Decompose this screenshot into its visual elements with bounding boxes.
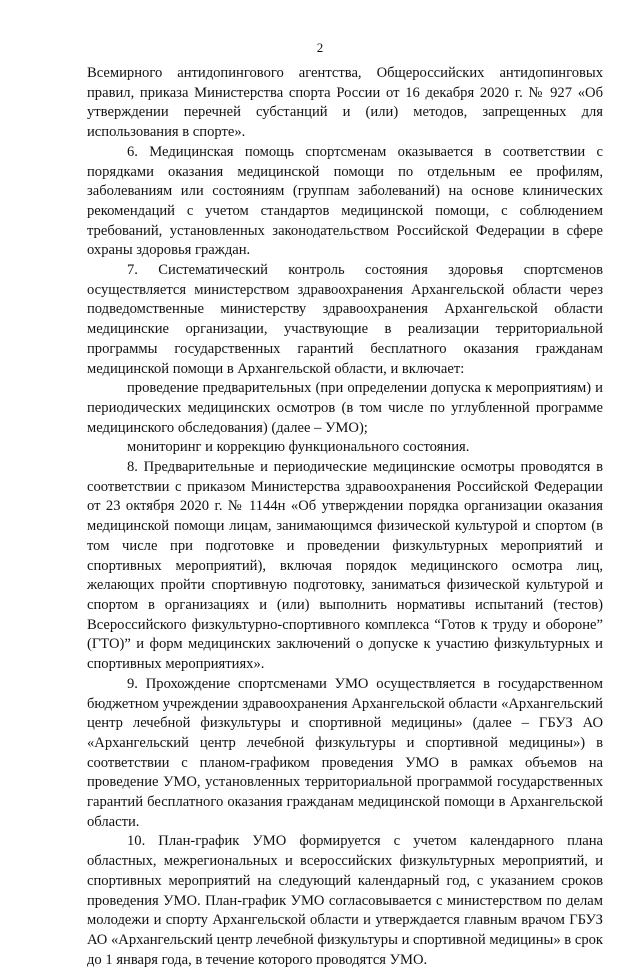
paragraph-10: 10. План-график УМО формируется с учетом календарного плана областных, межрегиональных и всероссийских физкультурных мероприятий, и спортивных мероприятий на следующий календарный год, с указанием сроков проведения УМО. План-график УМО согласовывается с министерством по делам молодежи и спорту Архангельской области и утверждается главным врачом ГБУЗ АО «Архангельский центр лечебной физкультуры и спортивной медицины» в срок до 1 января года, в течение которого проводятся УМО. (87, 833, 603, 968)
page-number: 2 (316, 40, 324, 55)
paragraph-continuation: Всемирного антидопингового агентства, Общероссийских антидопинговых правил, приказа Министерства спорта России от 16 декабря 2020 г. № 927 «Об утверждении перечней субстанций и (или) методов, запрещенных для использования в спорте». (87, 65, 603, 141)
paragraph-7: 7. Систематический контроль состояния здоровья спортсменов осуществляется министерством здравоохранения Архангельской области через подведомственные министерству здравоохранения Архангельской области медицинские организации, участвующие в реализации территориальной программы государственных гарантий бесплатного оказания гражданам медицинской помощи в Архангельской области, и включает: (87, 262, 603, 377)
paragraph-6: 6. Медицинская помощь спортсменам оказывается в соответствии с порядками оказания медицинской помощи по отдельным ее профилям, заболеваниям или состояниям (группам заболеваний) на основе клинических рекомендаций с учетом стандартов медицинской помощи, с соблюдением требований, установленных законодательством Российской Федерации в сфере охраны здоровья граждан. (87, 143, 603, 259)
paragraph-7-item-monitoring: мониторинг и коррекцию функционального состояния. (127, 439, 470, 456)
document-body (87, 64, 603, 970)
paragraph-7-item-examinations: проведение предварительных (при определении допуска к мероприятиям) и периодических медицинских осмотров (в том числе по углубленной программе медицинского обследования) (далее – УМО); (87, 380, 603, 436)
paragraph-8: 8. Предварительные и периодические медицинские осмотры проводятся в соответствии с приказом Министерства здравоохранения Российской Федерации от 23 октября 2020 г. № 1144н «Об утверждении порядка организации оказания медицинской помощи лицам, занимающимся физической культурой и спортом (в том числе при подготовке и проведении физкультурных мероприятий и спортивных мероприятий), включая порядок медицинского осмотра лиц, желающих пройти спортивную подготовку, заниматься физической культурой и спортом в организациях и (или) выполнить нормативы испытаний (тестов) Всероссийского физкультурно-спортивного комплекса “Готов к труду и обороне” (ГТО)” и форм медицинских заключений о допуске к участию физкультурных и спортивных мероприятиях». (87, 459, 603, 673)
paragraph-9: 9. Прохождение спортсменами УМО осуществляется в государственном бюджетном учреждении здравоохранения Архангельской области «Архангельский центр лечебной физкультуры и спортивной медицины» (далее – ГБУЗ АО «Архангельский центр лечебной физкультуры и спортивной медицины») в соответствии с планом-графиком проведения УМО в рамках объемов на проведение УМО, установленных территориальной программой государственных гарантий бесплатного оказания гражданам медицинской помощи в Архангельской области. (87, 675, 603, 830)
